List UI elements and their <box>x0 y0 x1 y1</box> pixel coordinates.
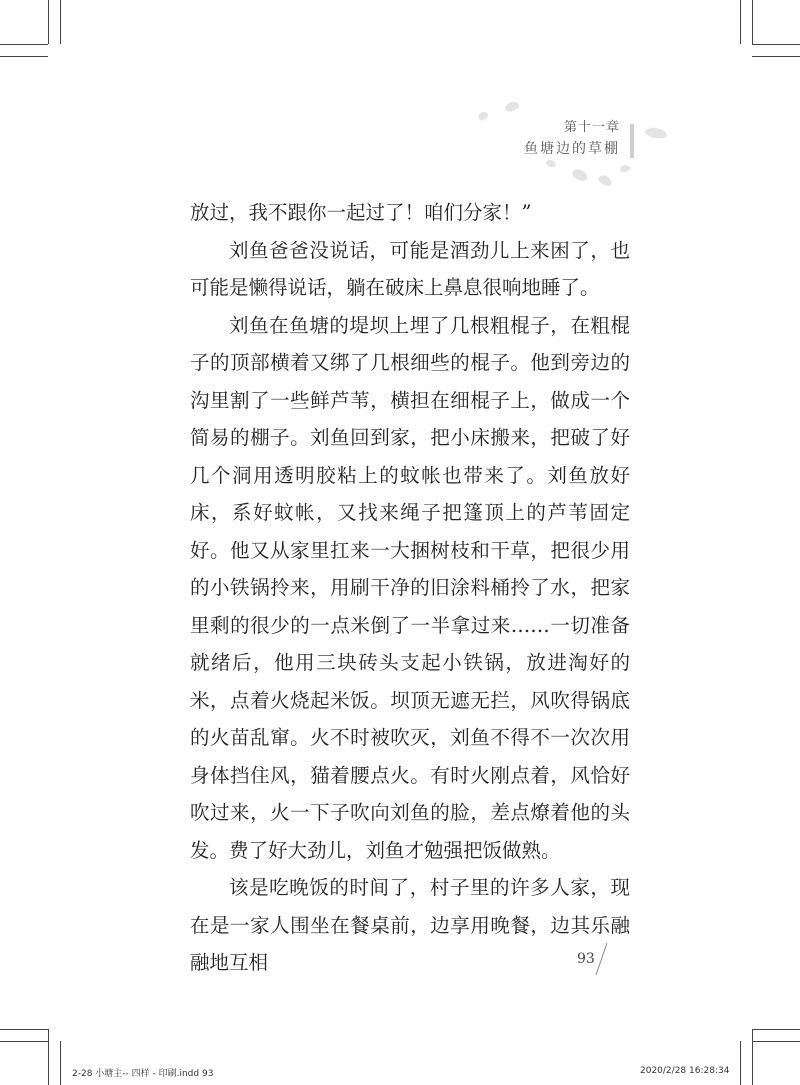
crop-mark-bottom-left-h2 <box>0 1041 48 1042</box>
folio-slash-icon <box>593 942 609 976</box>
chapter-number: 第十一章 <box>563 120 620 135</box>
header-accent-bar <box>630 124 634 158</box>
leaf-decoration-2 <box>504 100 520 113</box>
crop-mark-bottom-right-h2 <box>752 1041 800 1042</box>
crop-mark-top-left-h2 <box>0 56 48 57</box>
crop-mark-top-right-v <box>752 0 753 44</box>
crop-mark-bottom-right-v2 <box>740 1041 741 1085</box>
paragraph-1: 放过，我不跟你一起过了！咱们分家！” <box>190 201 532 224</box>
slug-file-info: 2-28 小塘主-- 四样 - 印刷.indd 93 <box>72 1069 214 1079</box>
crop-mark-top-right-v2 <box>740 0 741 44</box>
page-number: 93 <box>577 951 595 967</box>
leaf-decoration-1 <box>477 110 490 122</box>
crop-mark-bottom-right-v <box>752 1029 753 1085</box>
leaf-decoration-3 <box>545 159 557 169</box>
crop-mark-top-right-h2 <box>752 56 800 57</box>
body-text <box>190 194 630 982</box>
crop-mark-top-left-h <box>0 44 48 45</box>
crop-mark-bottom-left-h <box>0 1029 48 1030</box>
leaf-decoration-6 <box>619 164 630 173</box>
crop-mark-bottom-right-h <box>752 1029 800 1030</box>
paragraph-2: 刘鱼爸爸没说话，可能是酒劲儿上来困了，也可能是懒得说话，躺在破床上鼻息很响地睡了。 <box>190 238 630 299</box>
slug-timestamp: 2020/2/28 16:28:34 <box>640 1066 730 1076</box>
leaf-decoration-5 <box>597 173 614 188</box>
paragraph-4: 该是吃晚饭的时间了，村子里的许多人家，现在是一家人围坐在餐桌前，边享用晚餐，边其乐融融地互相 <box>190 876 630 974</box>
paragraph-3: 刘鱼在鱼塘的堤坝上埋了几根粗棍子，在粗棍子的顶部横着又绑了几根细些的棍子。他到旁边的沟里割了一些鲜芦苇，横担在细棍子上，做成一个简易的棚子。刘鱼回到家，把小床搬来，把破了好几个洞用透明胶粘上的蚊帐也带来了。刘鱼放好床，系好蚊帐，又找来绳子把篷顶上的芦苇固定好。他又从家里扛来一大捆树枝和干草，把很少用的小铁锅拎来，用刷干净的旧涂料桶拎了水，把家里剩的很少的一点米倒了一半拿过来……一切准备就绪后，他用三块砖头支起小铁锅，放进淘好的米，点着火烧起米饭。坝顶无遮无拦，风吹得锅底的火苗乱窜。火不时被吹灭，刘鱼不得不一次次用身体挡住风，猫着腰点火。有时火刚点着，风恰好吹过来，火一下子吹向刘鱼的脸，差点燎着他的头发。费了好大劲儿，刘鱼才勉强把饭做熟。 <box>190 313 630 862</box>
leaf-decoration-4 <box>571 167 590 183</box>
crop-mark-bottom-left-v2 <box>60 1041 61 1085</box>
crop-mark-bottom-left-v <box>48 1029 49 1085</box>
running-header <box>524 119 620 159</box>
crop-mark-top-left-v2 <box>60 0 61 44</box>
leaf-decoration-7 <box>644 126 667 140</box>
crop-mark-top-left-v <box>48 0 49 44</box>
chapter-title: 鱼塘边的草棚 <box>524 141 620 157</box>
crop-mark-top-right-h <box>752 44 800 45</box>
